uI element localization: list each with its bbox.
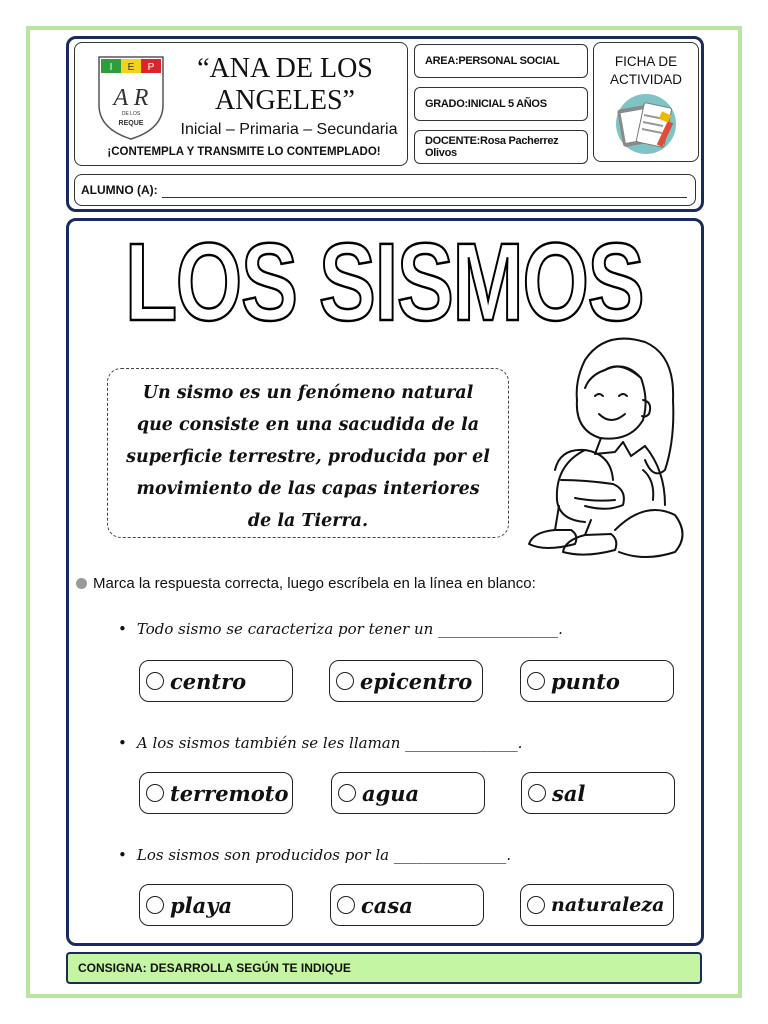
logo-flag-letter-2: E (127, 62, 135, 73)
ficha-box (593, 42, 699, 162)
school-motto: ¡CONTEMPLA Y TRANSMITE LO CONTEMPLADO! (107, 146, 381, 158)
option-3-1[interactable] (139, 884, 293, 926)
alumno-label: ALUMNO (A): (81, 183, 158, 197)
school-crest-icon (95, 49, 167, 141)
option-label: epicentro (360, 668, 473, 694)
question-2 (118, 734, 522, 752)
docente-field: DOCENTE:Rosa Pacherrez Olivos (414, 130, 588, 164)
bullet-dot-icon (76, 578, 87, 589)
question-3 (118, 846, 511, 864)
radio-circle-icon[interactable] (336, 672, 354, 690)
question-2-text: A los sismos también se les llaman _______________. (136, 734, 523, 752)
option-label: punto (551, 668, 620, 694)
instruction-text: Marca la respuesta correcta, luego escríbela en la línea en blanco: (93, 575, 536, 592)
radio-circle-icon[interactable] (527, 672, 545, 690)
logo-initials: A R (113, 85, 149, 111)
option-label: playa (170, 892, 233, 918)
option-2-1[interactable] (139, 772, 293, 814)
option-1-1[interactable] (139, 660, 293, 702)
instruction (76, 575, 536, 592)
radio-circle-icon[interactable] (146, 784, 164, 802)
option-1-2[interactable] (329, 660, 483, 702)
ficha-line-1: FICHA DE (614, 54, 678, 69)
option-label: centro (170, 668, 247, 694)
logo-place: REQUE (118, 120, 144, 127)
option-2-3[interactable] (521, 772, 675, 814)
sitting-girl-illustration (515, 330, 690, 565)
option-label: terremoto (170, 780, 289, 806)
logo-flag-letter-1: I (109, 62, 113, 73)
definition-box: Un sismo es un fenómeno natural que consiste en una sacudida de la superficie terrestre, producida por el movimiento de las capas interiores de la Tierra. (107, 368, 509, 538)
ficha-line-2: ACTIVIDAD (609, 72, 682, 87)
bullet-icon: • (118, 846, 127, 864)
radio-circle-icon[interactable] (146, 896, 164, 914)
option-2-2[interactable] (331, 772, 485, 814)
school-levels: Inicial – Primaria – Secundaria (180, 121, 398, 138)
option-3-3[interactable] (520, 884, 674, 926)
option-label: casa (361, 892, 413, 918)
question-1-text: Todo sismo se caracteriza por tener un ________________. (136, 620, 563, 638)
page-title: LOS SISMOS (124, 221, 644, 344)
school-name: “ANA DE LOS ANGELES” (197, 53, 373, 116)
school-box (74, 42, 408, 166)
question-3-text: Los sismos son producidos por la _______________. (136, 846, 512, 864)
grado-field: GRADO:INICIAL 5 AÑOS (414, 87, 588, 121)
alumno-field (74, 174, 696, 206)
worksheet-icon (610, 91, 682, 157)
option-label: sal (552, 780, 586, 806)
radio-circle-icon[interactable] (338, 784, 356, 802)
question-1 (118, 620, 563, 638)
consigna-bar: CONSIGNA: DESARROLLA SEGÚN TE INDIQUE (66, 952, 702, 984)
option-3-2[interactable] (330, 884, 484, 926)
option-1-3[interactable] (520, 660, 674, 702)
bullet-icon: • (118, 620, 127, 638)
area-field: AREA:PERSONAL SOCIAL (414, 44, 588, 78)
radio-circle-icon[interactable] (527, 896, 545, 914)
logo-small-text: DE LOS (121, 111, 141, 117)
bullet-icon: • (118, 734, 127, 752)
alumno-input-line[interactable] (162, 183, 687, 198)
radio-circle-icon[interactable] (337, 896, 355, 914)
radio-circle-icon[interactable] (146, 672, 164, 690)
option-label: naturaleza (551, 894, 665, 916)
radio-circle-icon[interactable] (528, 784, 546, 802)
option-label: agua (362, 780, 420, 806)
logo-flag-letter-3: P (147, 62, 155, 73)
